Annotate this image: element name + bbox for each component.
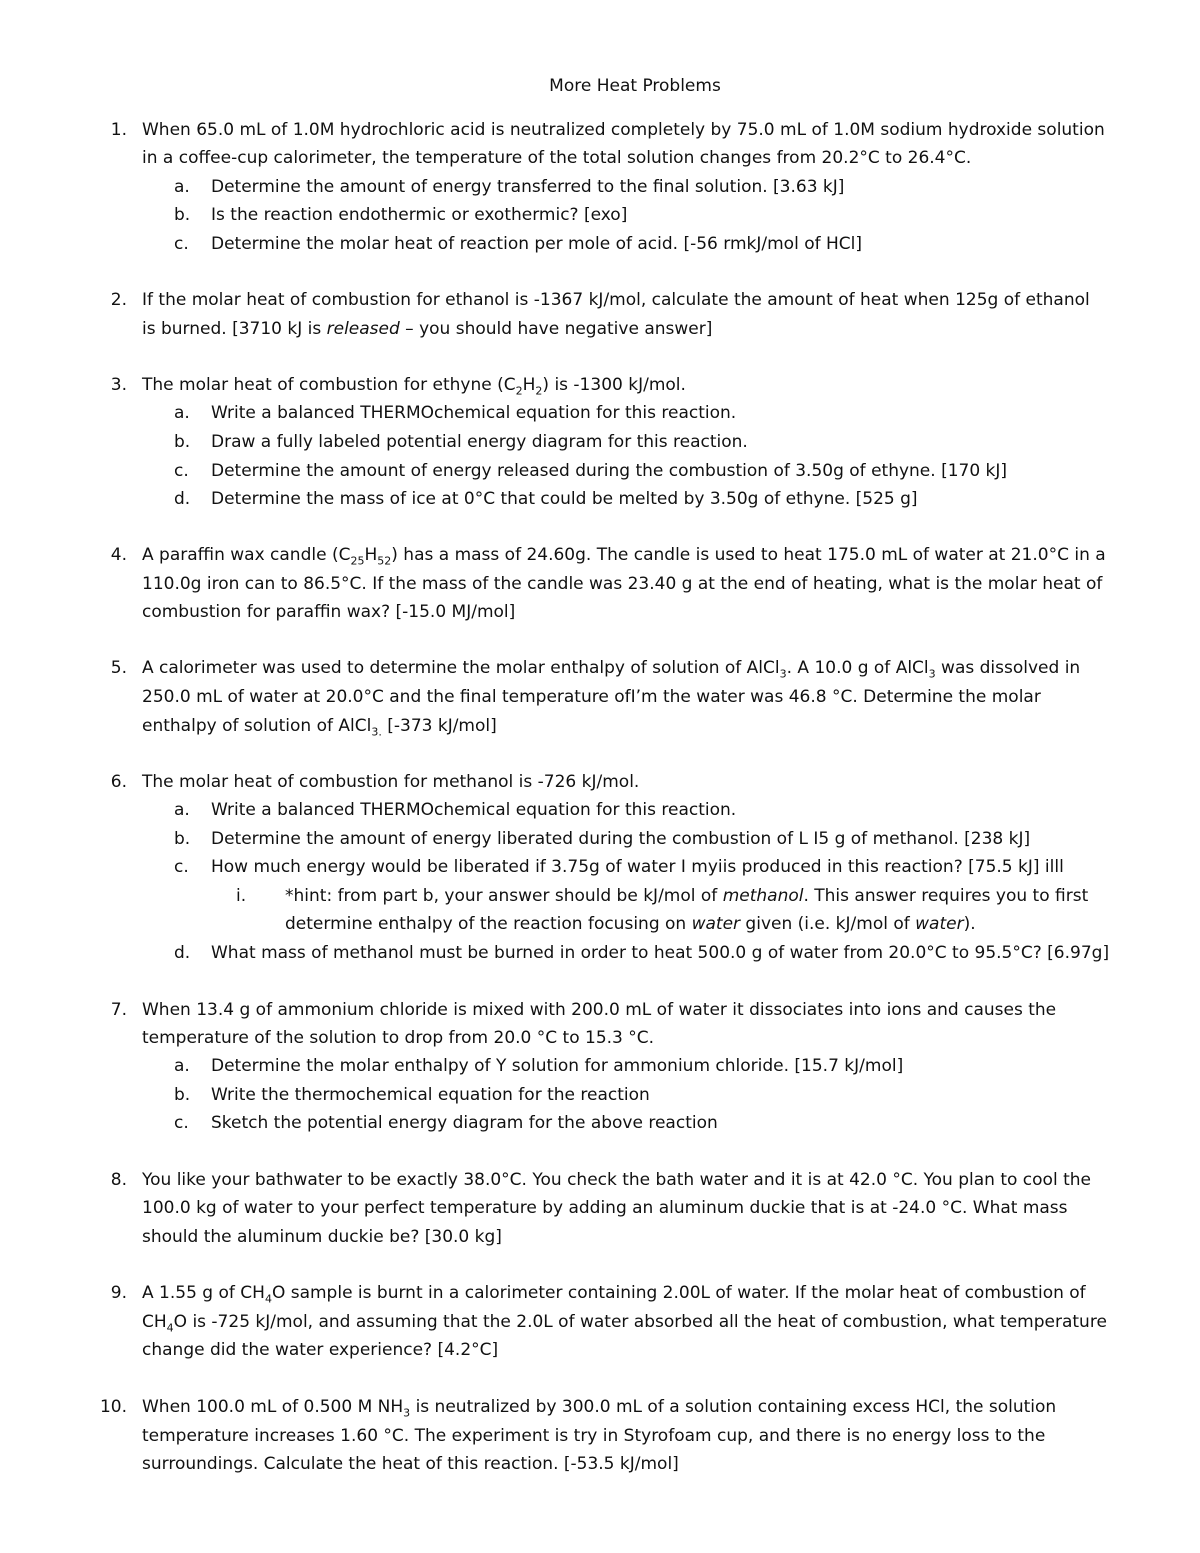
part-label: c. — [174, 234, 189, 254]
question-text: $CH_4O$ is -725 kJ/mol, and assuming that the 2.0L of water absorbed all the heat of combustion, what temperature — [142, 1312, 1107, 1335]
question-text: 110.0g iron can to 86.5°C. If the mass of the candle was 23.40 g at the end of heating, what is the molar heat of — [142, 574, 1103, 594]
part-label: c. — [174, 1113, 189, 1133]
question-number: 8. — [110, 1170, 127, 1190]
question-text: A paraffin wax candle $(C_{25}H_{52})$ has a mass of 24.60g. The candle is used to heat 175.0 mL of water at 21.0°C in a — [142, 545, 1106, 568]
question-text: temperature of the solution to drop from 20.0 °C to 15.3 °C. — [142, 1028, 655, 1048]
part-text: Is the reaction endothermic or exothermic? [exo] — [211, 205, 628, 225]
question-number: 4. — [110, 545, 127, 565]
part-text: How much energy would be liberated if 3.75g of water I myiis produced in this reaction? [75.5 kJ] illl — [211, 857, 1064, 877]
page-title: More Heat Problems — [549, 76, 721, 96]
question-number: 7. — [110, 1000, 127, 1020]
question-text: You like your bathwater to be exactly 38.0°C. You check the bath water and it is at 42.0 °C. You plan to cool the — [142, 1170, 1091, 1190]
part-text: Write a balanced THERMOchemical equation for this reaction. — [211, 800, 737, 820]
question-text: surroundings. Calculate the heat of this reaction. [-53.5 kJ/mol] — [142, 1454, 679, 1474]
question-text: in a coffee-cup calorimeter, the temperature of the total solution changes from 20.2°C to 26.4°C. — [142, 148, 972, 168]
question-number: 3. — [110, 375, 127, 395]
question-number: 2. — [110, 290, 127, 310]
hint-text: determine enthalpy of the reaction focusing on water given (i.e. kJ/mol of water). — [285, 914, 976, 934]
part-label: a. — [174, 403, 190, 423]
question-text: 100.0 kg of water to your perfect temperature by adding an aluminum duckie that is at -24.0 °C. What mass — [142, 1198, 1068, 1218]
question-text: A calorimeter was used to determine the molar enthalpy of solution of AlCl$_3$. A 10.0 g of AlCl$_3$ was dissolved in — [142, 658, 1081, 681]
question-text: is burned. [3710 kJ is released – you should have negative answer] — [142, 319, 713, 339]
part-label: a. — [174, 177, 190, 197]
part-text: Draw a fully labeled potential energy diagram for this reaction. — [211, 432, 748, 452]
part-text: Determine the amount of energy released during the combustion of 3.50g of ethyne. [170 kJ] — [211, 461, 1008, 481]
part-text: Write the thermochemical equation for the reaction — [211, 1085, 650, 1105]
question-text: The molar heat of combustion for ethyne $(C_2H_2)$ is -1300 kJ/mol. — [142, 375, 686, 398]
part-text: Determine the molar heat of reaction per mole of acid. [-56 rmkJ/mol of HCl] — [211, 234, 862, 254]
part-text: Determine the amount of energy transferred to the final solution. [3.63 kJ] — [211, 177, 845, 197]
subpart-label: i. — [236, 886, 247, 906]
question-text: A 1.55 g of $CH_4O$ sample is burnt in a calorimeter containing 2.00L of water. If the molar heat of combustion of — [142, 1283, 1086, 1306]
part-text: Determine the amount of energy liberated during the combustion of L I5 g of methanol. [238 kJ] — [211, 829, 1031, 849]
question-text: should the aluminum duckie be? [30.0 kg] — [142, 1227, 502, 1247]
part-text: Sketch the potential energy diagram for the above reaction — [211, 1113, 718, 1133]
part-label: c. — [174, 857, 189, 877]
part-text: What mass of methanol must be burned in order to heat 500.0 g of water from 20.0°C to 95.5°C? [6.97g] — [211, 943, 1110, 963]
part-text: Write a balanced THERMOchemical equation for this reaction. — [211, 403, 737, 423]
question-text: temperature increases 1.60 °C. The experiment is try in Styrofoam cup, and there is no energy loss to the — [142, 1426, 1046, 1446]
question-text: When 100.0 mL of 0.500 M $NH_3$ is neutralized by 300.0 mL of a solution containing excess HCl, the solution — [142, 1397, 1057, 1420]
question-number: 10. — [99, 1397, 127, 1417]
part-text: Determine the mass of ice at 0°C that could be melted by 3.50g of ethyne. [525 g] — [211, 489, 918, 509]
question-number: 5. — [110, 658, 127, 678]
part-label: a. — [174, 800, 190, 820]
question-text: 250.0 mL of water at 20.0°C and the final temperature ofI’m the water was 46.8 °C. Determine the molar — [142, 687, 1041, 707]
part-label: b. — [174, 432, 191, 452]
question-text: If the molar heat of combustion for ethanol is -1367 kJ/mol, calculate the amount of heat when 125g of ethanol — [142, 290, 1090, 310]
question-number: 6. — [110, 772, 127, 792]
question-text: enthalpy of solution of AlCl$_{3.}$ [-373 kJ/mol] — [142, 716, 497, 739]
hint-text: *hint: from part b, your answer should be kJ/mol of methanol. This answer requires you to first — [285, 886, 1089, 906]
question-number: 9. — [110, 1283, 127, 1303]
question-text: When 13.4 g of ammonium chloride is mixed with 200.0 mL of water it dissociates into ions and causes the — [142, 1000, 1057, 1020]
question-text: When 65.0 mL of 1.0M hydrochloric acid is neutralized completely by 75.0 mL of 1.0M sodium hydroxide solution — [142, 120, 1105, 140]
part-label: c. — [174, 461, 189, 481]
question-number: 1. — [110, 120, 127, 140]
part-label: d. — [174, 943, 191, 963]
part-label: a. — [174, 1056, 190, 1076]
part-text: Determine the molar enthalpy of Y solution for ammonium chloride. [15.7 kJ/mol] — [211, 1056, 904, 1076]
question-text: combustion for paraffin wax? [-15.0 MJ/mol] — [142, 602, 516, 622]
question-text: The molar heat of combustion for methanol is -726 kJ/mol. — [142, 772, 640, 792]
part-label: d. — [174, 489, 191, 509]
part-label: b. — [174, 1085, 191, 1105]
part-label: b. — [174, 205, 191, 225]
part-label: b. — [174, 829, 191, 849]
question-text: change did the water experience? [4.2°C] — [142, 1340, 499, 1360]
